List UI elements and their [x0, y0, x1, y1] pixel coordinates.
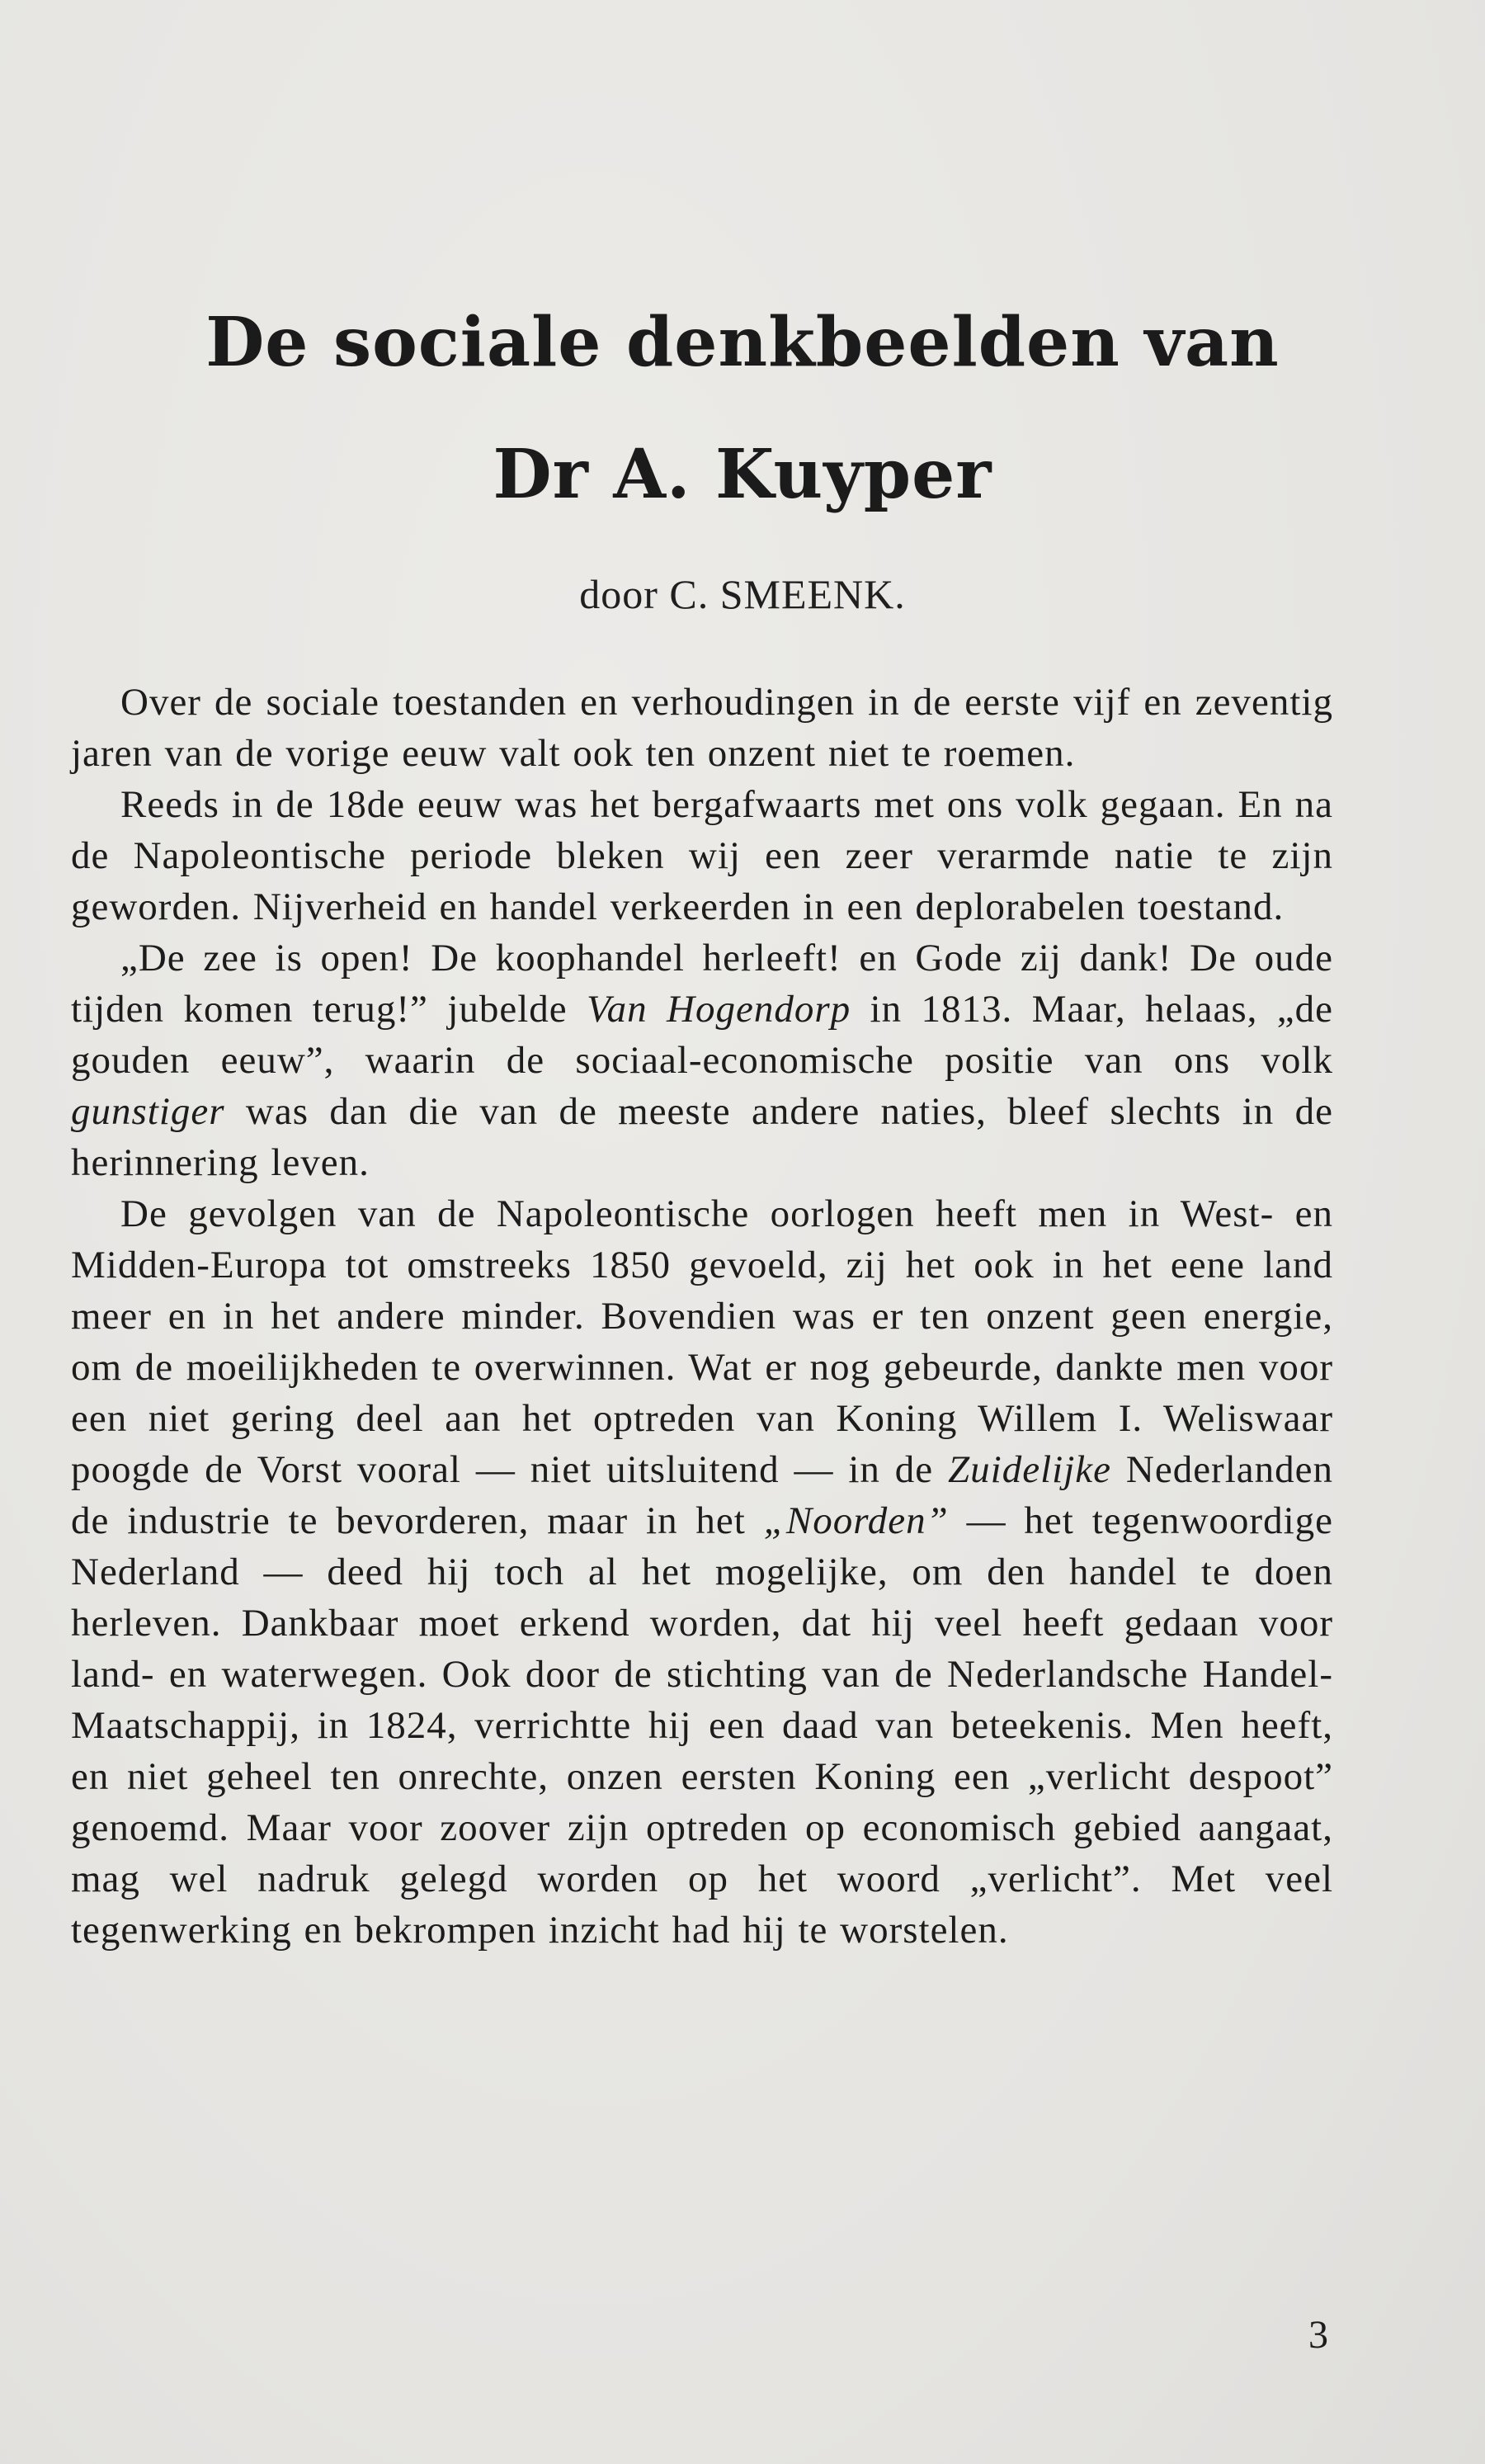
paragraph-text: was dan die van de meeste andere naties, bleef slechts in de herinnering leven. — [71, 1090, 1333, 1184]
paragraph-text: — het tegenwoordige Nederland — deed hij toch al het mogelijke, om den handel te doen herleven. Dankbaar moet erkend worden, dat hij veel heeft gedaan voor land- en waterwegen. Ook door de stichting van de Nederlandsche Handel-Maatschappij, in 1824, verrichtte hij een daad van beteekenis. Men heeft, en niet geheel ten onrechte, onzen eersten Koning een „verlicht despoot” genoemd. Maar voor zoover zijn optreden op economisch gebied aangaat, mag wel nadruk gelegd worden op het woord „verlicht”. Met veel tegenwerking en bekrompen inzicht had hij te worstelen. — [71, 1499, 1333, 1952]
italic-text: Van Hogendorp — [587, 988, 851, 1031]
paragraph — [71, 779, 1333, 932]
title-line-2: Dr A. Kuyper — [493, 435, 992, 514]
paragraph — [71, 1188, 1333, 1956]
article-title — [124, 276, 1361, 540]
article-body — [71, 677, 1333, 1956]
paragraph-text: Over de sociale toestanden en verhoudingen in de eerste vijf en zeventig jaren van de vorige eeuw valt ook ten onzent niet te roemen. — [71, 681, 1333, 775]
italic-text: Zuidelijke — [948, 1448, 1111, 1491]
paragraph-text: „De zee is open! De koophandel herleeft! en Gode zij dank! De oude tijden komen terug!” jubelde — [71, 937, 1333, 1031]
page-number: 3 — [1308, 2313, 1328, 2357]
paragraph-text: Nederlanden de industrie te bevorderen, maar in het — [71, 1448, 1333, 1542]
paragraph-text: De gevolgen van de Napoleontische oorlogen heeft men in West- en Midden-Europa tot omstreeks 1850 gevoeld, zij het ook in het eene land meer en in het andere minder. Bovendien was er ten onzent geen energie, om de moeilijkheden te overwinnen. Wat er nog gebeurde, dankte men voor een niet gering deel aan het optreden van Koning Willem I. Weliswaar poogde de Vorst vooral — niet uitsluitend — in de — [71, 1192, 1333, 1491]
paragraph — [71, 932, 1333, 1188]
italic-text: gunstiger — [71, 1090, 225, 1133]
paragraph — [71, 677, 1333, 779]
paragraph-text: Reeds in de 18de eeuw was het bergafwaarts met ons volk gegaan. En na de Napoleontische periode bleken wij een zeer verarmde natie te zijn geworden. Nijverheid en handel verkeerden in een deplorabelen toestand. — [71, 783, 1333, 928]
author-byline: door C. SMEENK. — [579, 571, 906, 617]
paragraph-text: in 1813. Maar, helaas, „de gouden eeuw”, waarin de sociaal-economische positie van ons volk — [71, 988, 1334, 1082]
title-line-1: De sociale denkbeelden van — [205, 303, 1280, 382]
italic-text: „Noorden” — [763, 1499, 949, 1542]
